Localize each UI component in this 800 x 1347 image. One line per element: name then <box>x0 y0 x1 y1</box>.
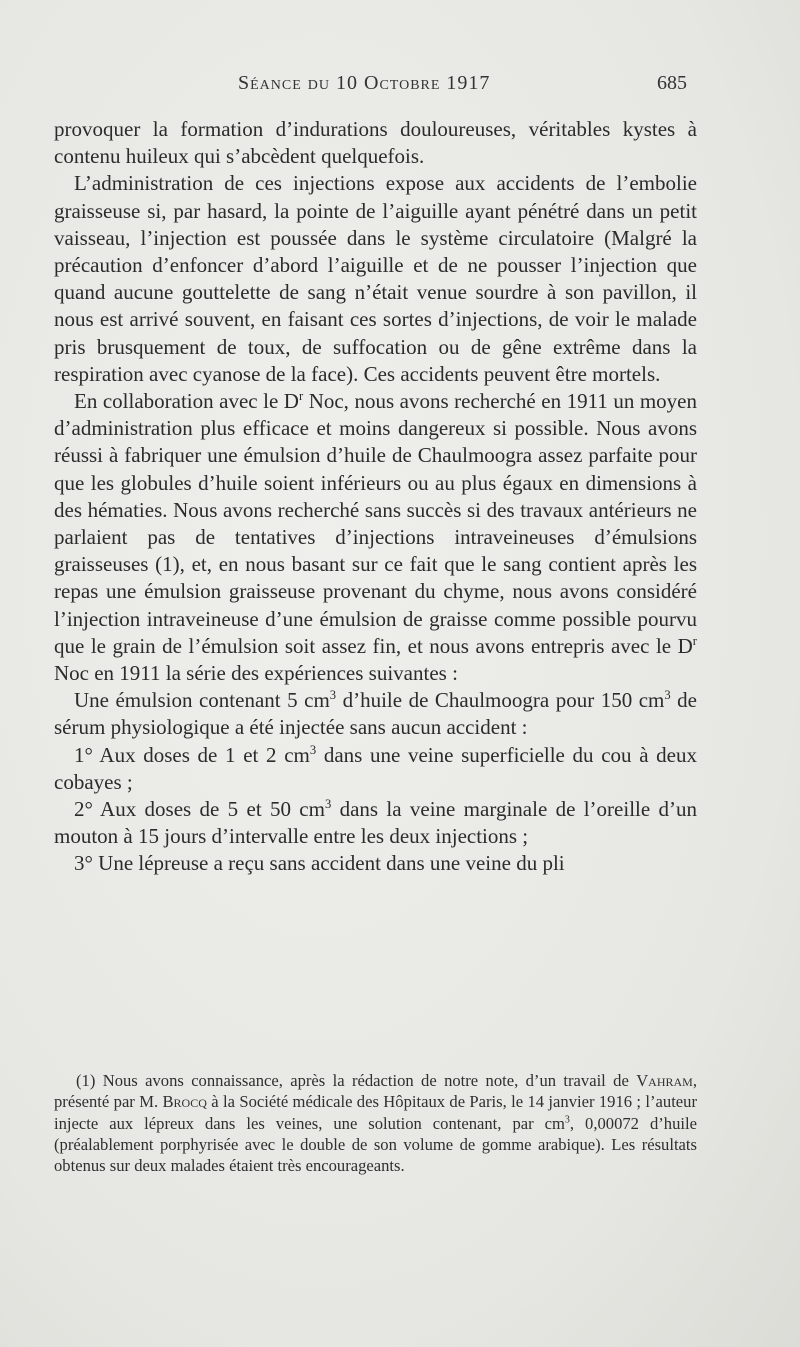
item-text: dans une veine superficielle du cou à deux cobayes ; <box>54 742 697 794</box>
footnote-text: , présenté par M. <box>54 1071 697 1112</box>
paragraph-text: provoquer la formation d’indurations douloureuses, véritables kystes à contenu huileux qui s’abcèdent quelquefois. <box>54 117 697 169</box>
item-text: 3° Une lépreuse a reçu sans accident dans une veine du pli <box>74 851 565 876</box>
author-name: Vahram <box>636 1071 693 1090</box>
paragraph-continued <box>54 116 697 170</box>
superscript: 3 <box>664 688 671 703</box>
superscript: r <box>298 389 304 404</box>
running-head <box>0 72 800 102</box>
superscript: 3 <box>329 688 337 703</box>
paragraph-text: Noc, nous avons recherché en 1911 un moyen d’administration plus efficace et moins dangereux si possible. Nous avons réussi à fabriquer une émulsion d’huile de Chaulmoogra assez parfaite pour que les globules d’huile soient inférieurs ou au plus égaux en dimensions à des hématies. Nous avons recherché sans succès si des travaux antérieurs ne parlaient pas de tentatives d’injections intraveineuses d’émulsions graisseuses (1), et, en nous basant sur ce fait que le sang contient après les repas une émulsion graisseuse provenant du chyme, nous avons considéré l’injection intraveineuse d’une émulsion de graisse comme possible pourvu que le grain de l’émulsion soit assez fin, et nous avons entrepris avec le D <box>54 389 697 658</box>
superscript: 3 <box>309 742 317 757</box>
footnote-text: à la Société médicale des Hôpitaux de Paris, le 14 janvier 1916 ; l’auteur injecte aux lépreux dans les veines, une solution contenant, par cm <box>54 1092 697 1133</box>
body-text <box>54 116 697 878</box>
list-item-2 <box>54 796 697 850</box>
paragraph-collaboration <box>54 388 697 687</box>
running-title: Séance du 10 Octobre 1917 <box>238 72 491 94</box>
item-text: 2° Aux doses de 5 et 50 cm <box>74 797 325 822</box>
paragraph-embolie <box>54 170 697 388</box>
superscript: 3 <box>564 1114 570 1126</box>
list-item-1 <box>54 742 697 796</box>
paragraph-text: Une émulsion contenant 5 cm <box>74 688 330 713</box>
item-text: dans la veine marginale de l’oreille d’un mouton à 15 jours d’intervalle entre les deux injections ; <box>54 797 698 849</box>
paragraph-emulsion <box>54 687 697 741</box>
superscript: r <box>692 633 697 648</box>
paragraph-text: En collaboration avec le D <box>74 389 299 414</box>
paragraph-text: d’huile de Chaulmoogra pour 150 cm <box>336 688 665 713</box>
paragraph-text: Noc en 1911 la série des expériences suivantes : <box>54 661 458 686</box>
footnote <box>54 1070 697 1176</box>
paragraph-text: de sérum physiologique a été injectée sans aucun accident : <box>54 688 697 740</box>
author-name: Brocq <box>162 1092 207 1112</box>
footnote-text: , 0,00072 d’huile (préalablement porphyrisée avec le double de son volume de gomme arabique). Les résultats obtenus sur deux malades étaient très encourageants. <box>54 1113 697 1176</box>
page-number: 685 <box>657 72 687 94</box>
item-text: 1° Aux doses de 1 et 2 cm <box>74 742 310 767</box>
list-item-3 <box>54 850 697 877</box>
superscript: 3 <box>324 797 332 812</box>
paragraph-text: L’administration de ces injections expose aux accidents de l’embolie graisseuse si, par hasard, la pointe de l’aiguille ayant pénétré dans un petit vaisseau, l’injection est poussée dans le système circulatoire (Malgré la précaution d’enfoncer d’abord l’aiguille et de ne pousser l’injection que quand aucune gouttelette de sang n’était venue sourdre à son pavillon, il nous est arrivé souvent, en faisant ces sortes d’injections, de voir le malade pris brusquement de toux, de suffocation ou de gêne extrême dans la respiration avec cyanose de la face). Ces accidents peuvent être mortels. <box>54 171 697 386</box>
footnote-text: (1) Nous avons connaissance, après la rédaction de notre note, d’un travail de <box>76 1071 637 1090</box>
footnote-paragraph <box>54 1070 697 1176</box>
